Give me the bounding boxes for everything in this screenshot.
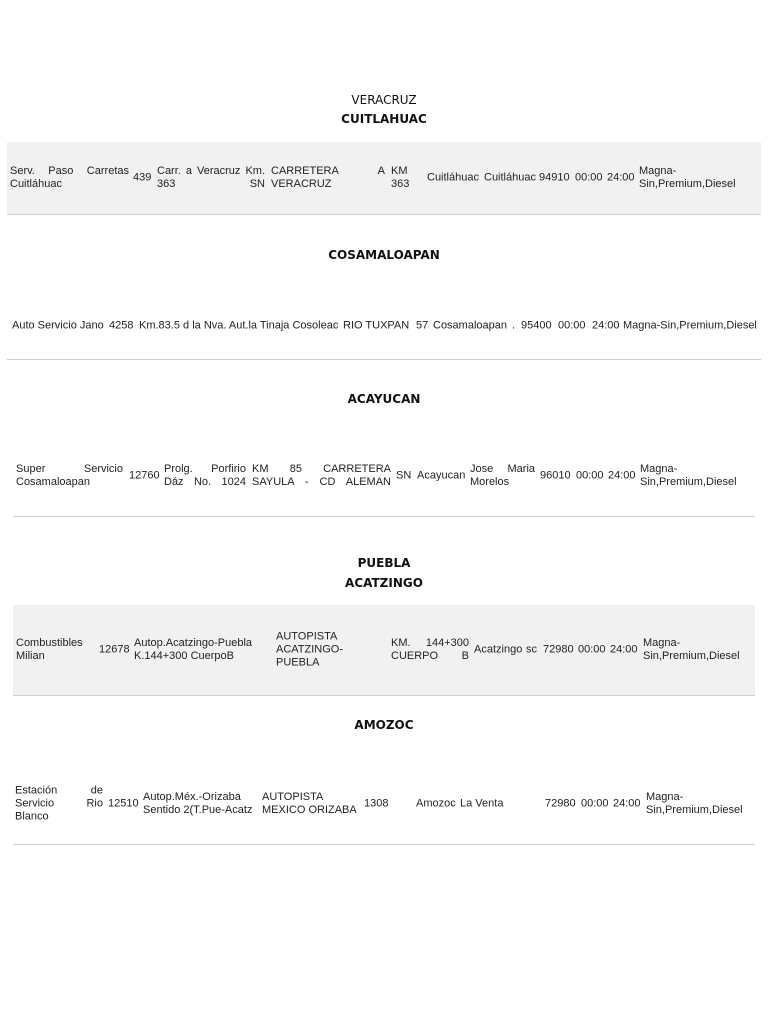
station-name: Auto Servicio Jano [12,319,104,332]
station-km: KM. 144+300 CUERPO B [391,637,469,662]
state-heading: PUEBLA [357,556,411,570]
station-municipio: La Venta [460,797,504,810]
station-km: SN [396,469,412,482]
station-close-time: 24:00 [607,171,635,184]
station-name: Estación de Servicio Rio Blanco [15,784,103,823]
station-postal-code: 94910 [539,171,570,184]
station-colonia: Acatzingo [474,643,523,656]
station-postal-code: 72980 [543,643,574,656]
station-number: 439 [133,171,152,184]
station-postal-code: 96010 [540,469,571,482]
station-number: 12678 [99,643,130,656]
station-address: Autop.Méx.-Orizaba Sentido 2(T.Pue-Acatz [143,791,253,816]
row-divider [13,695,755,696]
station-number: 4258 [109,319,134,332]
station-street: AUTOPISTA ACATZINGO-PUEBLA [276,630,344,669]
station-municipio: sc [526,643,537,656]
city-heading: ACATZINGO [345,576,423,590]
row-divider [7,214,761,215]
station-km: 1308 [364,797,389,810]
station-number: 12510 [108,797,139,810]
station-number: 12760 [129,469,160,482]
station-close-time: 24:00 [613,797,641,810]
city-heading: AMOZOC [354,718,414,732]
station-address: Km.83.5 d la Nva. Aut.la Tinaja Cosoleac [139,319,339,332]
station-address: Prolg. Porfirio Dáz No. 1024 [164,463,246,488]
city-heading: CUITLAHUAC [341,112,427,126]
station-street: AUTOPISTA MEXICO ORIZABA [262,791,357,816]
station-municipio: Cuitláhuac [484,171,536,184]
station-address: Autop.Acatzingo-Puebla K.144+300 CuerpoB [134,637,253,662]
station-open-time: 00:00 [581,797,609,810]
row-divider [13,516,755,517]
station-fuels: Magna-Sin,Premium,Diesel [643,637,740,662]
station-close-time: 24:00 [608,469,636,482]
station-open-time: 00:00 [575,171,603,184]
station-municipio: . [512,319,516,332]
station-name: Combustibles Milian [16,637,83,662]
station-fuels: Magna-Sin,Premium,Diesel [639,165,736,190]
station-municipio: Jose Maria Morelos [470,463,535,488]
station-postal-code: 72980 [545,797,576,810]
station-row [7,142,761,214]
station-colonia: Cuitláhuac [427,171,479,184]
city-heading: COSAMALOAPAN [328,248,440,262]
station-row [13,448,755,504]
station-fuels: Magna-Sin,Premium,Diesel [640,463,737,488]
station-fuels: Magna-Sin,Premium,Diesel [623,319,757,332]
station-open-time: 00:00 [576,469,604,482]
city-heading: ACAYUCAN [347,392,421,406]
station-fuels: Magna-Sin,Premium,Diesel [646,791,743,816]
station-colonia: Amozoc [416,797,456,810]
station-row [13,780,755,828]
station-row [7,306,761,346]
state-heading: VERACRUZ [351,93,417,107]
station-colonia: Acayucan [417,469,466,482]
station-name: Serv. Paso Carretas Cuitláhuac [10,165,129,190]
station-km: 57 [416,319,429,332]
station-name: Super Servicio Cosamaloapan [16,463,123,488]
station-street: RIO TUXPAN [343,319,410,332]
station-close-time: 24:00 [610,643,638,656]
row-divider [13,844,755,845]
station-postal-code: 95400 [521,319,552,332]
station-open-time: 00:00 [558,319,586,332]
station-close-time: 24:00 [592,319,620,332]
station-address: Carr. a Veracruz Km. 363 SN [157,165,265,190]
station-row [13,605,755,695]
station-km: KM 363 [391,165,410,190]
station-open-time: 00:00 [578,643,606,656]
station-street: CARRETERA A VERACRUZ [271,165,385,190]
station-colonia: Cosamaloapan [433,319,507,332]
row-divider [7,359,761,360]
station-street: KM 85 CARRETERA SAYULA - CD ALEMAN [252,463,391,488]
